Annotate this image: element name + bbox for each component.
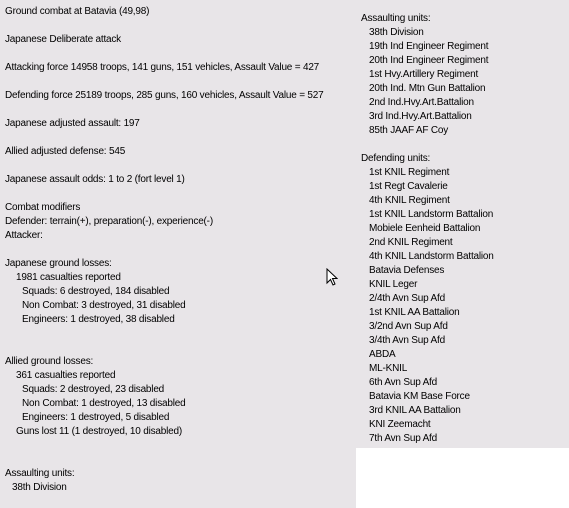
unit-list-item: KNIL Leger [369, 279, 418, 290]
japanese-adjusted-assault: Japanese adjusted assault: 197 [5, 118, 140, 129]
allied-engineers: Engineers: 1 destroyed, 5 disabled [22, 412, 170, 423]
unit-list-item: Batavia KM Base Force [369, 391, 470, 402]
defender-modifiers: Defender: terrain(+), preparation(-), experience(-) [5, 216, 213, 227]
unit-list-item: 3/2nd Avn Sup Afd [369, 321, 448, 332]
assaulting-unit-left: 38th Division [12, 482, 67, 493]
unit-list-item: 6th Avn Sup Afd [369, 377, 437, 388]
arrow-pointer-icon [326, 268, 338, 286]
japanese-losses-header: Japanese ground losses: [5, 258, 112, 269]
unit-list-item: 1st KNIL AA Battalion [369, 307, 460, 318]
combat-modifiers-header: Combat modifiers [5, 202, 81, 213]
allied-adjusted-defense: Allied adjusted defense: 545 [5, 146, 126, 157]
unit-list-item: 4th KNIL Regiment [369, 195, 450, 206]
defending-force: Defending force 25189 troops, 285 guns, 160 vehicles, Assault Value = 527 [5, 90, 324, 101]
unit-list-item: Batavia Defenses [369, 265, 445, 276]
unit-list-item: 2/4th Avn Sup Afd [369, 293, 445, 304]
unit-list-item: 2nd KNIL Regiment [369, 237, 453, 248]
unit-list-item: 1st KNIL Regiment [369, 167, 450, 178]
unit-list-item: ML-KNIL [369, 363, 408, 374]
assaulting-units-header: Assaulting units: [361, 13, 431, 24]
unit-list-item: 19th Ind Engineer Regiment [369, 41, 489, 52]
units-list-panel [356, 0, 569, 448]
unit-list-item: 38th Division [369, 27, 424, 38]
allied-squads: Squads: 2 destroyed, 23 disabled [22, 384, 165, 395]
assault-odds: Japanese assault odds: 1 to 2 (fort level 1) [5, 174, 185, 185]
unit-list-item: 4th KNIL Landstorm Battalion [369, 251, 494, 262]
unit-list-item: 20th Ind Engineer Regiment [369, 55, 489, 66]
unit-list-item: 1st Regt Cavalerie [369, 181, 448, 192]
unit-list-item: 7th Avn Sup Afd [369, 433, 437, 444]
unit-list-item: Mobiele Eenheid Battalion [369, 223, 481, 234]
japanese-engineers: Engineers: 1 destroyed, 38 disabled [22, 314, 175, 325]
allied-losses-header: Allied ground losses: [5, 356, 94, 367]
allied-casualties: 361 casualties reported [16, 370, 116, 381]
attack-type: Japanese Deliberate attack [5, 34, 121, 45]
report-title: Ground combat at Batavia (49,98) [5, 6, 150, 17]
unit-list-item: 1st Hvy.Artillery Regiment [369, 69, 479, 80]
assaulting-units-header-left: Assaulting units: [5, 468, 75, 479]
attacker-modifiers: Attacker: [5, 230, 43, 241]
allied-guns-lost: Guns lost 11 (1 destroyed, 10 disabled) [16, 426, 183, 437]
unit-list-item: 3rd Ind.Hvy.Art.Battalion [369, 111, 472, 122]
defending-units-header: Defending units: [361, 153, 431, 164]
japanese-squads: Squads: 6 destroyed, 184 disabled [22, 286, 170, 297]
unit-list-item: 3rd KNIL AA Battalion [369, 405, 461, 416]
unit-list-item: 1st KNIL Landstorm Battalion [369, 209, 494, 220]
japanese-casualties: 1981 casualties reported [16, 272, 121, 283]
allied-noncombat: Non Combat: 1 destroyed, 13 disabled [22, 398, 186, 409]
unit-list-item: KNI Zeemacht [369, 419, 431, 430]
unit-list-item: 20th Ind. Mtn Gun Battalion [369, 83, 486, 94]
unit-list-item: 3/4th Avn Sup Afd [369, 335, 445, 346]
japanese-noncombat: Non Combat: 3 destroyed, 31 disabled [22, 300, 186, 311]
unit-list-item: 2nd Ind.Hvy.Art.Battalion [369, 97, 474, 108]
unit-list-item: ABDA [369, 349, 396, 360]
unit-list-item: 85th JAAF AF Coy [369, 125, 449, 136]
attacking-force: Attacking force 14958 troops, 141 guns, 151 vehicles, Assault Value = 427 [5, 62, 320, 73]
